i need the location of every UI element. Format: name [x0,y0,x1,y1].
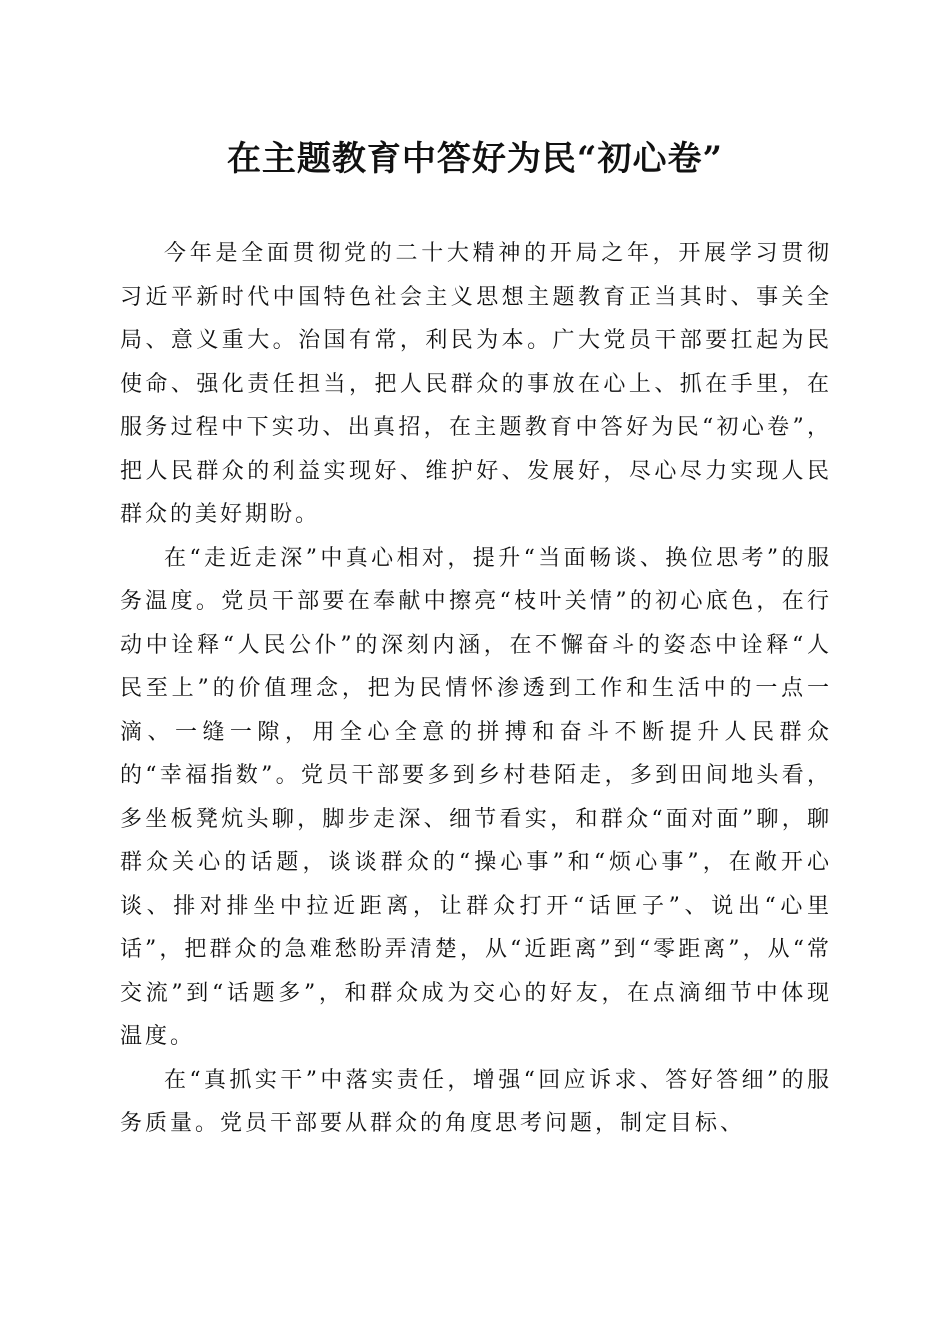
paragraph-quality: 在“真抓实干”中落实责任，增强“回应诉求、答好答细”的服务质量。党员干部要从群众的角度思考问题，制定目标、 [120,1067,832,1136]
paragraph-intro: 今年是全面贯彻党的二十大精神的开局之年，开展学习贯彻习近平新时代中国特色社会主义思想主题教育正当其时、事关全局、意义重大。治国有常，利民为本。广大党员干部要扛起为民使命、强化责任担当，把人民群众的事放在心上、抓在手里，在服务过程中下实功、出真招，在主题教育中答好为民“初心卷”，把人民群众的利益实现好、维护好、发展好，尽心尽力实现人民群众的美好期盼。 [120,241,832,527]
document-title: 在主题教育中答好为民“初心卷” [226,139,724,179]
document-body [120,232,832,1146]
paragraph-warmth: 在“走近走深”中真心相对，提升“当面畅谈、换位思考”的服务温度。党员干部要在奉献中擦亮“枝叶关情”的初心底色，在行动中诠释“人民公仆”的深刻内涵，在不懈奋斗的姿态中诠释“人民至上”的价值理念，把为民情怀渗透到工作和生活中的一点一滴、一缝一隙，用全心全意的拼搏和奋斗不断提升人民群众的“幸福指数”。党员干部要多到乡村巷陌走，多到田间地头看，多坐板凳炕头聊，脚步走深、细节看实，和群众“面对面”聊，聊群众关心的话题，谈谈群众的“操心事”和“烦心事”，在敞开心谈、排对排坐中拉近距离，让群众打开“话匣子”、说出“心里话”，把群众的急难愁盼弄清楚，从“近距离”到“零距离”，从“常交流”到“话题多”，和群众成为交心的好友，在点滴细节中体现温度。 [120,545,832,1049]
